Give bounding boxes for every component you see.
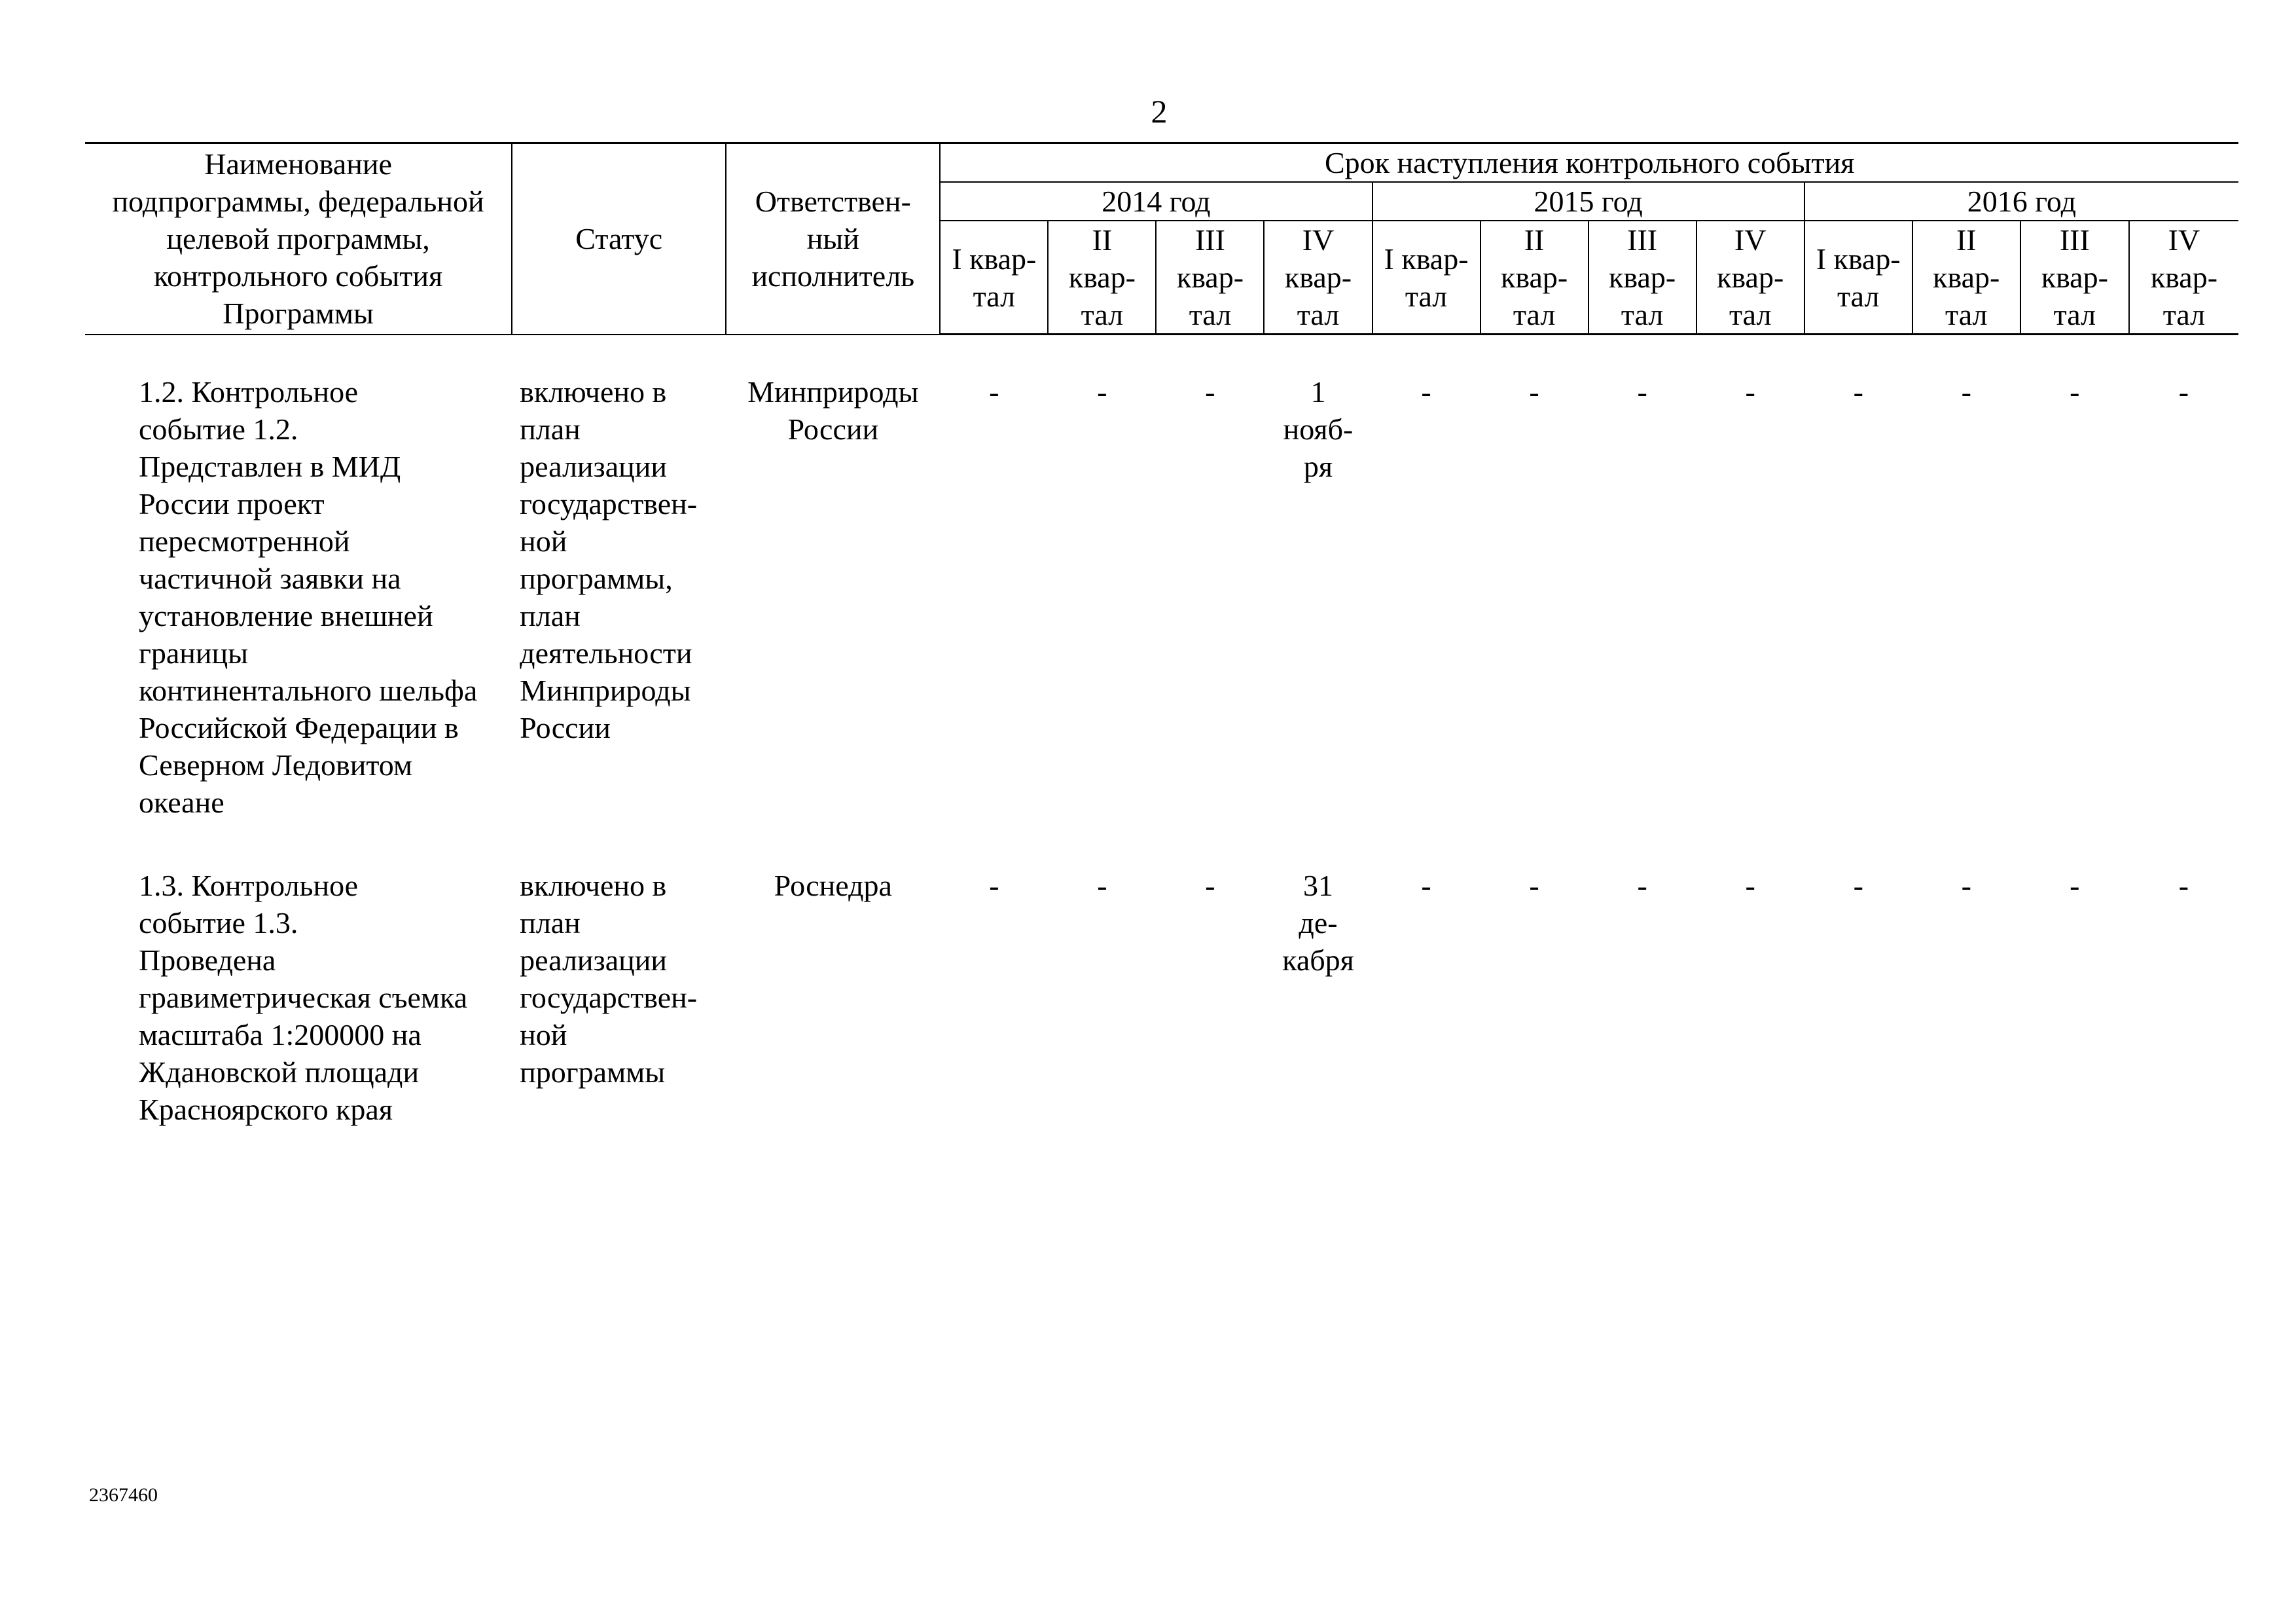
event-name: 1.2. Контрольное событие 1.2. Представлен в МИД России проект пересмотренной частичной заявки на установление внешней границы континентального шельфа Российской Федерации в Северном Ледовитом океане — [139, 375, 478, 819]
table-row — [85, 867, 2238, 1128]
event-executor: Минприроды России — [747, 375, 919, 446]
quarter-cell: - — [1961, 375, 1971, 409]
header-executor: Ответствен- ный исполнитель — [726, 143, 940, 335]
header-quarter: II квар- тал — [1480, 221, 1588, 335]
table-row — [85, 373, 2238, 821]
header-quarter: III квар- тал — [1156, 221, 1264, 335]
quarter-cell: - — [1745, 869, 1755, 902]
header-quarter: IV квар- тал — [1264, 221, 1372, 335]
quarter-cell: - — [1637, 375, 1647, 409]
header-quarter: I квар- тал — [1372, 221, 1480, 335]
header-quarter: III квар- тал — [2020, 221, 2129, 335]
header-quarter: II квар- тал — [1912, 221, 2020, 335]
document-code: 2367460 — [89, 1484, 158, 1506]
quarter-cell: - — [1853, 375, 1863, 409]
header-quarter: IV квар- тал — [1696, 221, 1804, 335]
header-deadline-group: Срок наступления контрольного события — [940, 143, 2238, 183]
quarter-cell: 31 де- кабря — [1282, 869, 1354, 977]
quarter-cell: - — [989, 375, 999, 409]
quarter-cell: - — [1529, 869, 1539, 902]
quarter-cell: - — [1961, 869, 1971, 902]
header-quarter: I квар- тал — [1804, 221, 1912, 335]
header-quarter: IV квар- тал — [2129, 221, 2238, 335]
quarter-cell: - — [989, 869, 999, 902]
table-header — [85, 143, 2238, 335]
event-executor: Роснедра — [774, 869, 892, 902]
control-events-table — [85, 142, 2238, 1128]
header-quarter: III квар- тал — [1588, 221, 1696, 335]
header-year-2015: 2015 год — [1372, 182, 1804, 221]
quarter-cell: - — [2178, 375, 2189, 409]
quarter-cell: - — [1853, 869, 1863, 902]
quarter-cell: - — [2070, 375, 2080, 409]
quarter-cell: - — [2070, 869, 2080, 902]
event-status: включено в план реализации государствен- ной программы — [520, 869, 698, 1089]
quarter-cell: - — [1205, 375, 1215, 409]
quarter-cell: - — [1205, 869, 1215, 902]
page-number: 2 — [1151, 93, 1168, 130]
quarter-cell: - — [1097, 375, 1107, 409]
header-status: Статус — [512, 143, 726, 335]
quarter-cell: - — [1529, 375, 1539, 409]
quarter-cell: - — [1097, 869, 1107, 902]
header-quarter: I квар- тал — [940, 221, 1048, 335]
event-status: включено в план реализации государствен- ной программы, план деятельности Минприроды России — [520, 375, 698, 744]
header-year-2016: 2016 год — [1804, 182, 2238, 221]
quarter-cell: - — [1637, 869, 1647, 902]
header-year-2014: 2014 год — [940, 182, 1372, 221]
quarter-cell: - — [1745, 375, 1755, 409]
quarter-cell: - — [1421, 869, 1431, 902]
header-quarter: II квар- тал — [1048, 221, 1156, 335]
event-name: 1.3. Контрольное событие 1.3. Проведена гравиметрическая съемка масштаба 1:200000 на Ждановской площади Красноярского края — [139, 869, 468, 1126]
quarter-cell: - — [2178, 869, 2189, 902]
quarter-cell: - — [1421, 375, 1431, 409]
quarter-cell: 1 нояб- ря — [1283, 375, 1354, 483]
header-name: Наименование подпрограммы, федеральной целевой программы, контрольного события Программы — [85, 143, 512, 335]
